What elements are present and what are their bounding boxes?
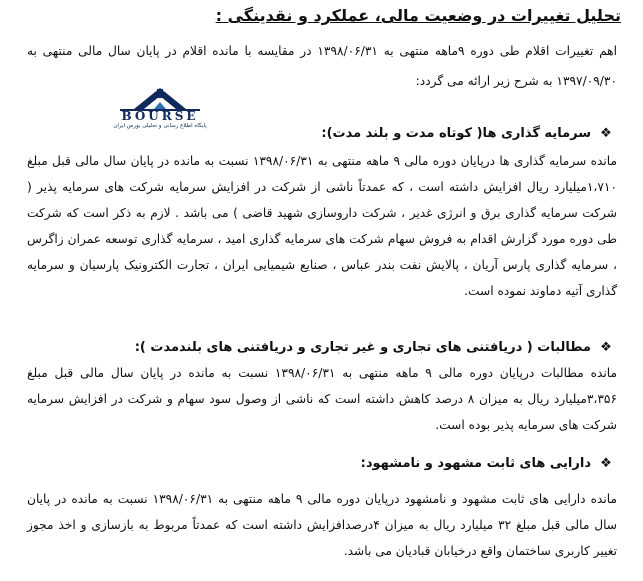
logo-text: BOURSE [121,109,199,123]
diamond-bullet-icon: ❖ [600,126,612,141]
diamond-bullet-icon: ❖ [600,456,612,471]
section-body-receivables: مانده مطالبات درپایان دوره مالی ۹ ماهه منتهی به ۱۳۹۸/۰۶/۳۱ نسبت به مانده در پایان سال مالی قبل مبلغ ۳،۳۵۶میلیارد ریال به میزان ۸ درصد کاهش داشته است که ناشی از وصول سود سهام و شرکت در افزایش سرمایه شرکت های سرمایه پذیر بوده است. [27,366,617,432]
section-heading-text: سرمایه گذاری ها( کوتاه مدت و بلند مدت): [321,126,591,141]
logo-tagline: پایگاه اطلاع رسانی و تحلیلی بورس ایران [113,123,207,129]
section-heading-receivables [135,340,615,355]
section-heading-text: دارایی های ثابت مشهود و نامشهود: [360,456,591,471]
bourse-logo-icon [100,85,220,111]
section-heading-text: مطالبات ( دریافتنی های تجاری و غیر تجاری و دریافتنی های بلندمدت ): [134,340,591,355]
bourse-logo [100,85,220,131]
intro-paragraph: اهم تغییرات اقلام طی دوره ۹ماهه منتهی به ۱۳۹۸/۰۶/۳۱ در مقایسه با مانده اقلام در پایان سال مالی منتهی به ۱۳۹۷/۰۹/۳۰ به شرح زیر ارائه می گردد: [27,44,617,88]
section-heading-investments [321,126,615,141]
section-body-fixed-assets: مانده دارایی های ثابت مشهود و نامشهود درپایان دوره مالی ۹ ماهه منتهی به ۱۳۹۸/۰۶/۳۱ نسبت به مانده در پایان سال مالی قبل مبلغ ۳۲ میلیارد ریال به میزان ۴درصدافزایش داشته است که عمدتاً مربوط به بازسازی و اخذ مجوز تغییر کاربری ساختمان واقع درخیابان قبادیان می باشد. [27,492,617,558]
diamond-bullet-icon: ❖ [600,340,612,355]
section-heading-fixed-assets [361,456,615,471]
document-title: تحلیل تغییرات در وضعیت مالی، عملکرد و نقدینگی : [215,6,621,25]
section-body-investments: مانده سرمایه گذاری ها درپایان دوره مالی ۹ ماهه منتهی به ۱۳۹۸/۰۶/۳۱ نسبت به مانده در پایان سال مالی قبل مبلغ ۱،۷۱۰میلیارد ریال افزایش داشته است ، که عمدتاً ناشی از شرکت در افزایش سرمایه شرکت های سرمایه پذیر ( شرکت سرمایه گذاری برق و انرژی غدیر ، شرکت داروسازی شهید قاضی ) می باشد . لازم به ذکر است که شرکت طی دوره مورد گزارش اقدام به فروش سهام شرکت های سرمایه گذاری امید ، سرمایه گذاری توسعه عمران زاگرس ، سرمایه گذاری پارس آریان ، پالایش نفت بندر عباس ، صنایع شیمیایی ایران ، تجارت الکترونیک پارسیان و سرمایه گذاری آتیه دماوند نموده است. [27,154,617,298]
